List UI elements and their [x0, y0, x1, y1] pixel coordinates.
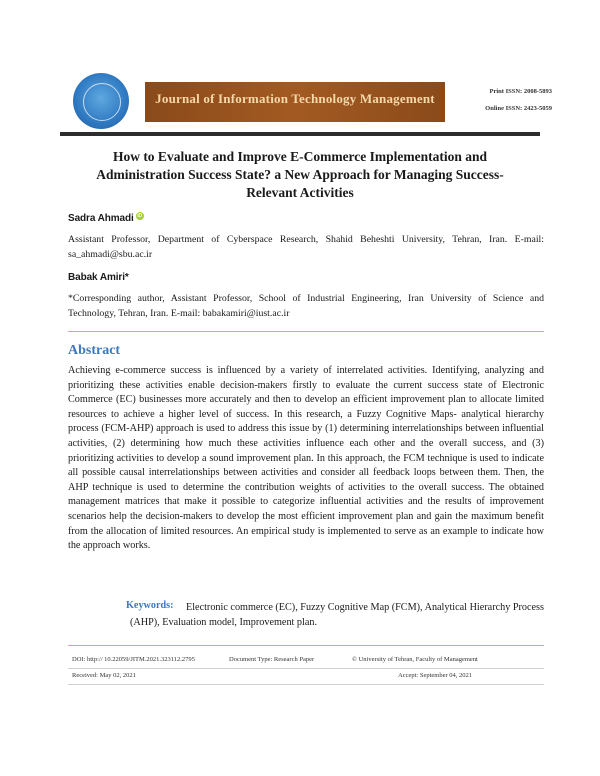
document-type: Document Type: Research Paper: [229, 656, 315, 663]
keywords-label: Keywords:: [126, 600, 174, 611]
header-divider: [60, 132, 540, 136]
copyright: © University of Tehran, Faculty of Management: [352, 656, 478, 663]
author-name-1: Sadra Ahmadi iD: [68, 213, 143, 224]
university-logo: [73, 73, 129, 129]
orcid-icon[interactable]: iD: [137, 213, 143, 219]
abstract-heading: Abstract: [68, 343, 121, 358]
author-affiliation-2: *Corresponding author, Assistant Professor, School of Industrial Engineering, Iran University of Science and Technology, Tehran, Iran. E-mail: babakamiri@iust.ac.ir: [68, 293, 544, 319]
doi-link[interactable]: DOI: http:// 10.22059/JITM.2021.323112.2795: [72, 656, 195, 663]
footer-divider: [68, 645, 544, 646]
abstract-text: Achieving e-commerce success is influenced by a variety of interrelated activities. Identifying, analyzing and prioritizing these activities enable decision-makers firstly to evaluate the current success state of Electronic Commerce (EC) businesses more accurately and then to develop an efficient improvement plan to allocate limited resources to achieve a higher level of success. In this research, a Fuzzy Cognitive Maps- analytical hierarchy process (FCM-AHP) approach is used to address this issue by (1) determining interrelationships between influential activities, (2) determining how much these activities influence each other and the overall success, and (3) prioritizing activities to develop a sound improvement plan. In this approach, the FCM technique is used to indicate all possible causal interrelationships between activities and consider all feedback loops between them. Then, the AHP technique is used to determine the contribution weights of activities to the overall success. The obtained management matrices that make it possible to categorize influential activities and the results of improvement scenarios help the decision-makers to develop the most efficient improvement plan and gain the maximum benefit from the allocation of limited resources. An empirical study is implemented to serve as an example to indicate how the approach works.: [68, 365, 544, 552]
received-date: Received: May 02, 2021: [72, 672, 136, 679]
print-issn: Print ISSN: 2008-5893: [489, 88, 552, 95]
online-issn: Online ISSN: 2423-5059: [485, 105, 552, 112]
keywords-text: Electronic commerce (EC), Fuzzy Cognitive Map (FCM), Analytical Hierarchy Process (AHP), Evaluation model, Improvement plan.: [130, 602, 544, 628]
author-name-2: Babak Amiri*: [68, 272, 129, 283]
footer-thin-rule: [68, 668, 544, 669]
abstract-divider: [68, 331, 544, 332]
author-affiliation-1: Assistant Professor, Department of Cyberspace Research, Shahid Beheshti University, Tehran, Iran. E-mail: sa_ahmadi@sbu.ac.ir: [68, 234, 544, 260]
logo-emblem-icon: [83, 83, 121, 121]
footer-bottom-rule: [68, 684, 544, 685]
article-title: How to Evaluate and Improve E-Commerce Implementation and Administration Success State? a New Approach for Managing Success-Relevant Activities: [96, 149, 504, 200]
journal-title: Journal of Information Technology Management: [155, 91, 435, 106]
accepted-date: Accept: September 04, 2021: [398, 672, 473, 679]
